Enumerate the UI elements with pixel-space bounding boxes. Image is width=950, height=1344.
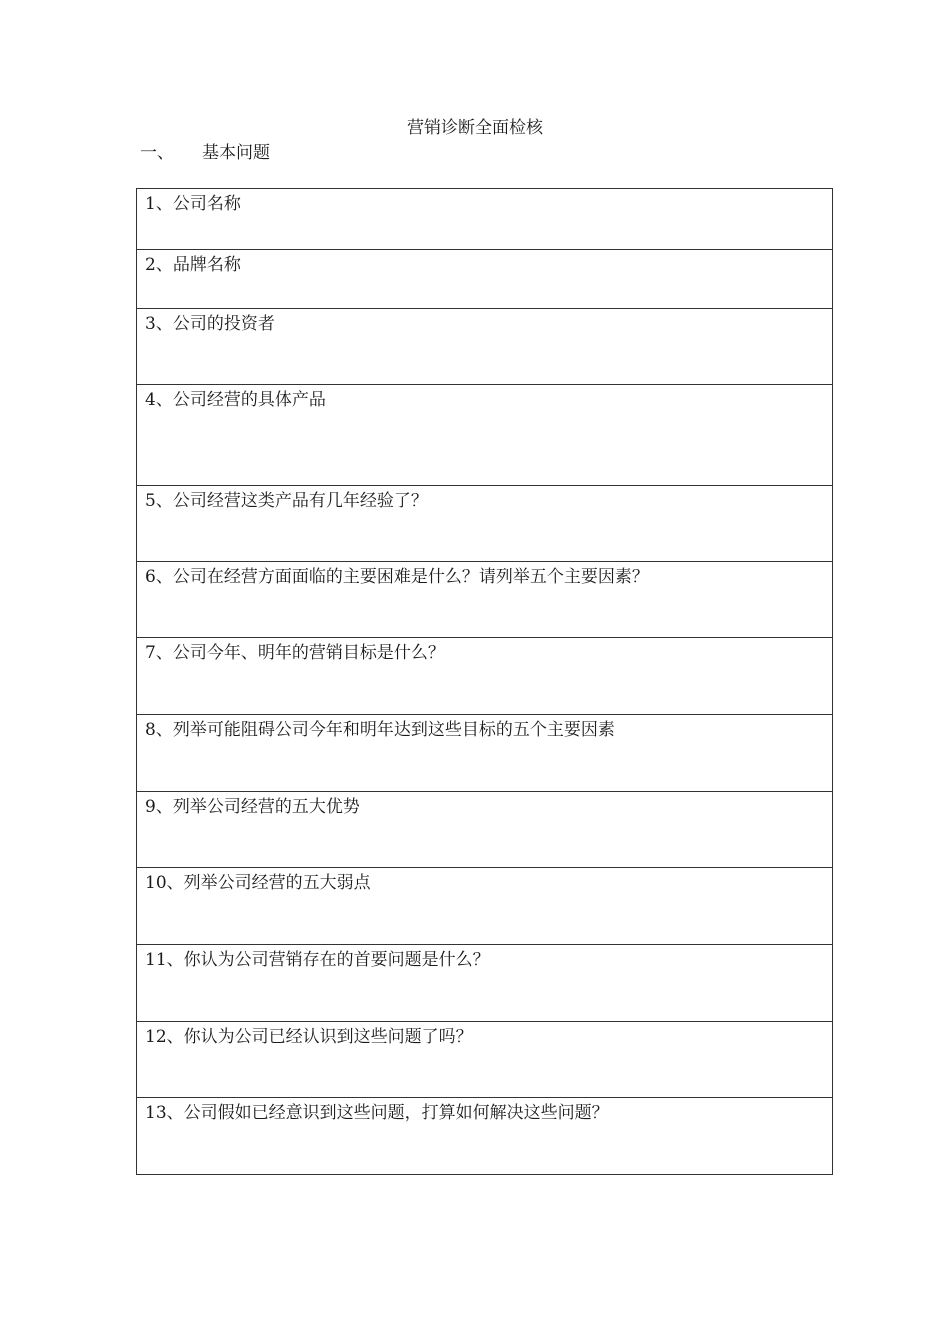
section-number: 一、 bbox=[140, 143, 174, 163]
question-cell-2[interactable]: 2、品牌名称 bbox=[137, 250, 833, 309]
question-cell-8[interactable]: 8、列举可能阻碍公司今年和明年达到这些目标的五个主要因素 bbox=[137, 715, 833, 792]
question-cell-7[interactable]: 7、公司今年、明年的营销目标是什么？ bbox=[137, 638, 833, 715]
question-cell-12[interactable]: 12、你认为公司已经认识到这些问题了吗？ bbox=[137, 1022, 833, 1098]
table-row bbox=[137, 385, 833, 486]
question-cell-1[interactable]: 1、公司名称 bbox=[137, 189, 833, 250]
table-row bbox=[137, 945, 833, 1022]
table-row bbox=[137, 189, 833, 250]
table-row bbox=[137, 1098, 833, 1175]
table-row bbox=[137, 309, 833, 385]
question-cell-9[interactable]: 9、列举公司经营的五大优势 bbox=[137, 792, 833, 868]
section-title: 基本问题 bbox=[202, 143, 270, 163]
table-row bbox=[137, 792, 833, 868]
question-cell-13[interactable]: 13、公司假如已经意识到这些问题，打算如何解决这些问题？ bbox=[137, 1098, 833, 1175]
question-cell-6[interactable]: 6、公司在经营方面面临的主要困难是什么？请列举五个主要因素？ bbox=[137, 562, 833, 638]
question-cell-10[interactable]: 10、列举公司经营的五大弱点 bbox=[137, 868, 833, 945]
table-row bbox=[137, 562, 833, 638]
table-row bbox=[137, 250, 833, 309]
document-title: 营销诊断全面检核 bbox=[407, 118, 543, 138]
table-row bbox=[137, 486, 833, 562]
table-row bbox=[137, 715, 833, 792]
section-heading bbox=[140, 141, 270, 165]
question-cell-11[interactable]: 11、你认为公司营销存在的首要问题是什么？ bbox=[137, 945, 833, 1022]
table-row bbox=[137, 1022, 833, 1098]
questions-table bbox=[136, 188, 833, 1175]
question-cell-5[interactable]: 5、公司经营这类产品有几年经验了？ bbox=[137, 486, 833, 562]
table-row bbox=[137, 638, 833, 715]
question-cell-4[interactable]: 4、公司经营的具体产品 bbox=[137, 385, 833, 486]
table-row bbox=[137, 868, 833, 945]
question-cell-3[interactable]: 3、公司的投资者 bbox=[137, 309, 833, 385]
